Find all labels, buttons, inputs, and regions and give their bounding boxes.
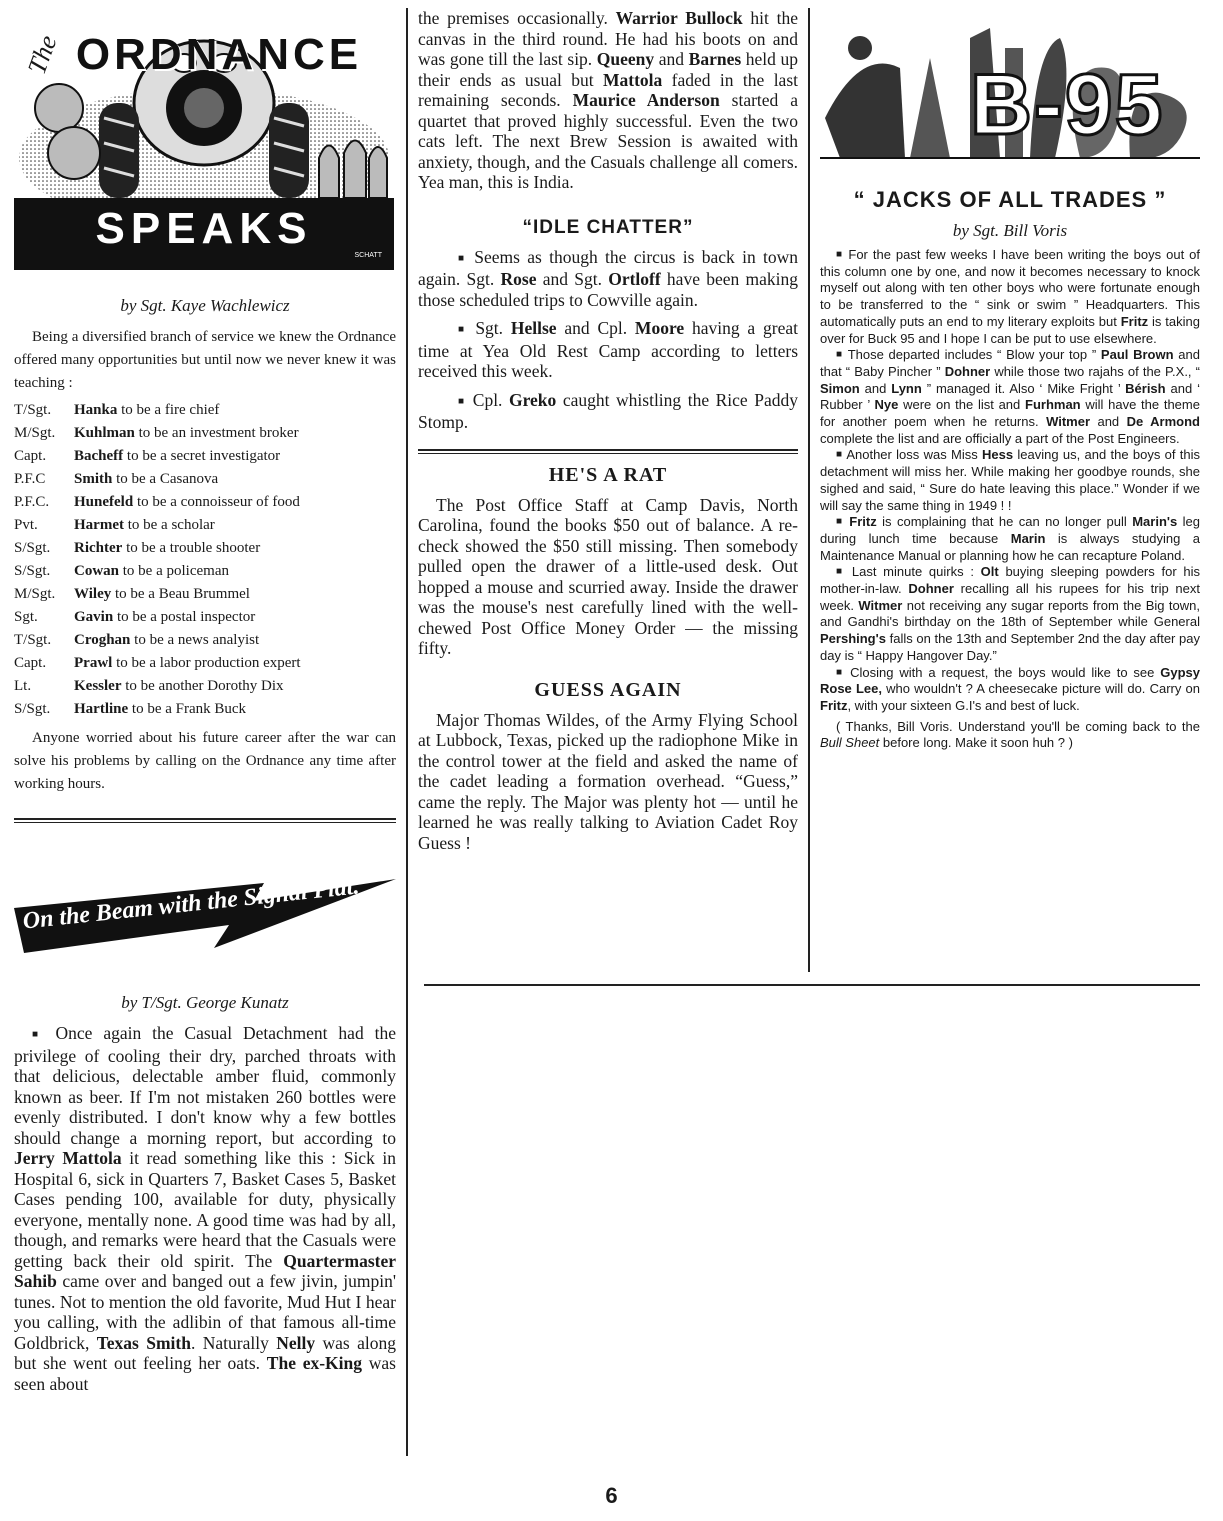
column-1 xyxy=(14,8,396,1394)
bullet-icon: ■ xyxy=(836,249,844,260)
logo-speaks: SPEAKS xyxy=(95,204,313,253)
ordnance-outro: Anyone worried about his future career after the war can solve his problems by calling on the Ordnance any time after working hours. xyxy=(14,730,396,792)
column-rule-1 xyxy=(406,8,408,1456)
list-item: T/Sgt. Croghan to be a news analyist xyxy=(14,632,260,648)
ordnance-byline: by Sgt. Kaye Wachlewicz xyxy=(120,296,290,315)
jacks-paragraph: ■ Closing with a request, the boys would like to see Gypsy Rose Lee, who wouldn't ? A cheesecake picture will do. Carry on Fritz, with your sixteen G.I's and best of luck. xyxy=(820,664,1200,713)
signal-continued: the premises occasionally. Warrior Bullock hit the canvas in the third round. He had his boots on and was gone till the last sip. Queeny and Barnes held up their ends as usual but Mattola faded in the last remaining seconds. Maurice Anderson started a quartet that proved highly successful. Even the two cats left. The next Brew Session is awaited with anxiety, though, and the Casuals challenge all comers. Yea man, this is India. xyxy=(418,8,799,192)
guess-heading: GUESS AGAIN xyxy=(534,678,682,701)
list-item: S/Sgt. Hartline to be a Frank Buck xyxy=(14,701,247,717)
idle-item: ■ Sgt. Hellse and Cpl. Moore having a great time at Yea Old Rest Camp according to letters received this week. xyxy=(418,318,798,381)
signal-paragraph: ■ Once again the Casual Detachment had the privilege of cooling their dry, parched throats with that delicious, delectable amber fluid, commonly known as beer. If I'm not mistaken 260 bottles were evenly distributed. I don't know why a few bottles should change a morning report, but according to Jerry Mattola it read something like this : Sick in Hospital 6, sick in Quarters 7, Basket Cases 5, Basket Cases pending 100, available for duty, physically everyone, mentally none. A good time was had by all, though, and remarks were heard that the Casuals were getting back their old spirit. The Quartermaster Sahib came over and banged out a few jivin, jumpin' tunes. Not to mention the old favorite, Mud Hut I hear you calling, with the adlibin of that famous all-time Goldbrick, Texas Smith. Naturally Nelly was along but she went out feeling her oats. The ex-King was seen about xyxy=(14,1023,396,1394)
signal-plat-logo xyxy=(14,853,396,973)
bullet-icon: ■ xyxy=(32,1029,45,1040)
jacks-byline: by Sgt. Bill Voris xyxy=(952,221,1068,240)
signal-logo-text: On the Beam with the Signal Plat. xyxy=(21,873,361,935)
logo-title: ORDNANCE xyxy=(75,30,363,79)
section-divider xyxy=(418,449,798,454)
ordnance-intro: Being a diversified branch of service we knew the Ordnance offered many opportunities but until now we never knew it was teaching : xyxy=(14,329,396,391)
logo-the: The xyxy=(22,31,63,78)
list-item: M/Sgt. Wiley to be a Beau Brummel xyxy=(14,586,250,602)
logo-artist: SCHATT xyxy=(354,252,382,259)
list-item: M/Sgt. Kuhlman to be an investment broker xyxy=(14,425,299,441)
bullet-icon: ■ xyxy=(836,666,845,678)
list-item: Capt. Prawl to be a labor production expert xyxy=(14,655,301,671)
list-item: P.F.C Smith to be a Casanova xyxy=(14,471,219,487)
rat-text: The Post Office Staff at Camp Davis, North Carolina, found the books $50 out of balance. A re-check showed the $50 still missing. Then somebody pulled open the drawer of a little-used desk. Out hopped a mouse and scurried away. Inside the drawer was the mouse's nest carefully lined with the well-chewed Post Office Money Order — the missing fifty. xyxy=(418,494,798,658)
list-item: P.F.C. Hunefeld to be a connoisseur of food xyxy=(14,494,300,510)
idle-chatter-heading: “IDLE CHATTER” xyxy=(522,216,694,238)
jacks-paragraph: ■ Last minute quirks : Olt buying sleeping powders for his mother-in-law. Dohner recalling all his rupees for his trip next week. Witmer not receiving any sugar reports from the Big town, and Gandhi's birthday on the 18th of September while General Pershing's falls on the 13th and September 2nd the day after pay day is “ Happy Hangover Day.” xyxy=(820,564,1201,663)
idle-item: ■ Seems as though the circus is back in town again. Sgt. Rose and Sgt. Ortloff have been making those scheduled trips to Cowville again. xyxy=(418,246,798,310)
column-2 xyxy=(418,8,798,853)
list-item: S/Sgt. Cowan to be a policeman xyxy=(14,563,229,579)
b95-logo-text: B-95 xyxy=(970,57,1165,153)
page-number: 6 xyxy=(605,1483,618,1508)
bullet-icon: ■ xyxy=(458,252,467,264)
jacks-paragraph: ■ Fritz is complaining that he can no longer pull Marin's leg during lunch time because Marin is always studying a Maintenance Manual or planning how he can recapture Poland. xyxy=(820,514,1200,563)
jacks-heading: “ JACKS OF ALL TRADES ” xyxy=(853,187,1167,212)
idle-item: ■ Cpl. Greko caught whistling the Rice Paddy Stomp. xyxy=(418,389,798,432)
ordnance-list xyxy=(14,399,396,721)
list-item: Lt. Kessler to be another Dorothy Dix xyxy=(14,678,284,694)
jacks-paragraph: ■ For the past few weeks I have been writing the boys out of this column one by one, and now it becomes necessary to knock myself out along with ten other boys who were fortunate enough to be transferred to the “ sink or swim ” Headquarters. This automatically puts an end to my literary exploits but Fritz is taking over for Buck 95 and I hope I can be put to use elsewhere. xyxy=(820,247,1200,346)
section-divider xyxy=(14,818,396,823)
list-item: Pvt. Harmet to be a scholar xyxy=(14,517,215,533)
signal-byline: by T/Sgt. George Kunatz xyxy=(121,993,289,1012)
jacks-paragraph: ■ Those departed includes “ Blow your top ” Paul Brown and that “ Baby Pincher ” Dohner while those two rajahs of the P.X., “ Simon and Lynn ” managed it. Also ‘ Mike Fright ’ Bérish and ‘ Rubber ’ Nye were on the list and Furhman will have the theme for another poem when he returns. Witmer and De Armond complete the list and are officially a part of the Post Engineers. xyxy=(820,347,1201,446)
bottom-rule xyxy=(424,984,1200,986)
bullet-icon: ■ xyxy=(836,516,844,528)
ordnance-speaks-logo xyxy=(14,8,394,270)
bullet-icon: ■ xyxy=(836,349,844,361)
jacks-closing: ( Thanks, Bill Voris. Understand you'll be coming back to the Bull Sheet before long. Make it soon huh ? ) xyxy=(820,718,1200,751)
bullet-icon: ■ xyxy=(836,449,843,461)
bullet-icon: ■ xyxy=(458,324,468,335)
rat-heading: HE'S A RAT xyxy=(548,463,668,486)
column-rule-2 xyxy=(808,8,810,972)
b95-logo xyxy=(820,8,1200,173)
jacks-paragraph: ■ Another loss was Miss Hess leaving us, and the boys of this detachment will miss her. While making her goodbye rounds, she sighed and said, “ Sure do hate leaving this place.” Wonder if we will say the same thing in 1949 ! ! xyxy=(820,447,1201,513)
list-item: T/Sgt. Hanka to be a fire chief xyxy=(14,402,220,418)
list-item: S/Sgt. Richter to be a trouble shooter xyxy=(14,540,261,556)
list-item: Capt. Bacheff to be a secret investigator xyxy=(14,448,281,464)
column-3 xyxy=(820,8,1200,752)
guess-text: Major Thomas Wildes, of the Army Flying School at Lubbock, Texas, picked up the radiophone Mike in the control tower at the field and asked the name of the cadet leading a formation overhead. “Guess,” came the reply. The Major was plenty hot — until he learned he was really talking to Aviation Cadet Roy Guess ! xyxy=(418,709,798,853)
bullet-icon: ■ xyxy=(458,395,467,407)
bullet-icon: ■ xyxy=(836,566,846,578)
list-item: Sgt. Gavin to be a postal inspector xyxy=(14,609,256,625)
